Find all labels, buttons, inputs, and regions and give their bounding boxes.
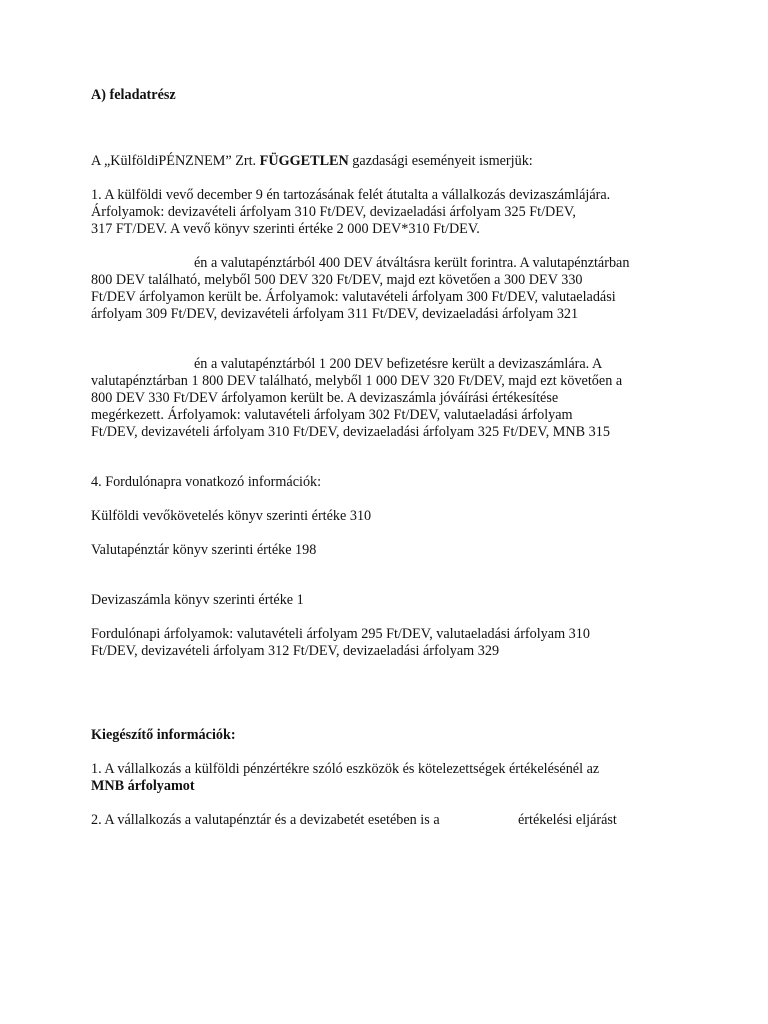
supplementary-title: Kiegészítő információk: xyxy=(91,727,236,743)
closing-rates-line2: Ft/DEV, devizavételi árfolyam 312 Ft/DEV, devizaeladási árfolyam 329 xyxy=(91,643,500,659)
account-book-value: Devizaszámla könyv szerinti értéke 1 xyxy=(91,592,304,608)
item3-line3: 800 DEV 330 Ft/DEV árfolyamon került be. A devizaszámla jóváírási értékesítése xyxy=(91,390,559,406)
intro-bold-word: FÜGGETLEN xyxy=(259,153,349,169)
item2-line2: 800 DEV található, melyből 500 DEV 320 Ft/DEV, majd ezt követően a 300 DEV 330 xyxy=(91,272,583,288)
intro-paragraph xyxy=(91,153,533,170)
item3-line4: megérkezett. Árfolyamok: valutavételi árfolyam 302 Ft/DEV, valutaeladási árfolyam xyxy=(91,407,573,423)
closing-rates-line1: Fordulónapi árfolyamok: valutavételi árfolyam 295 Ft/DEV, valutaeladási árfolyam 310 xyxy=(91,626,590,642)
supplementary-point2-b: értékelési eljárást xyxy=(518,812,617,828)
item3-line5: Ft/DEV, devizavételi árfolyam 310 Ft/DEV, devizaeladási árfolyam 325 Ft/DEV, MNB 315 xyxy=(91,424,610,440)
section-heading: A) feladatrész xyxy=(91,87,176,103)
item4-title: 4. Fordulónapra vonatkozó információk: xyxy=(91,474,322,490)
supplementary-point2-a: 2. A vállalkozás a valutapénztár és a devizabetét esetében is a xyxy=(91,812,440,828)
intro-suffix: gazdasági eseményeit ismerjük: xyxy=(348,153,533,169)
item1-line1: 1. A külföldi vevő december 9 én tartozásának felét átutalta a vállalkozás devizaszámlájára. xyxy=(91,187,611,203)
intro-prefix: A „KülföldiPÉNZNEM” Zrt. xyxy=(91,153,260,169)
item1-line3: 317 FT/DEV. A vevő könyv szerinti értéke 2 000 DEV*310 Ft/DEV. xyxy=(91,221,480,237)
item2-line1: én a valutapénztárból 400 DEV átváltásra került forintra. A valutapénztárban xyxy=(194,255,630,271)
supplementary-point1-bold: MNB árfolyamot xyxy=(91,778,195,794)
item3-line1: én a valutapénztárból 1 200 DEV befizetésre került a devizaszámlára. A xyxy=(194,356,603,372)
item1-line2: Árfolyamok: devizavételi árfolyam 310 Ft/DEV, devizaeladási árfolyam 325 Ft/DEV, xyxy=(91,204,576,220)
item2-line3: Ft/DEV árfolyamon került be. Árfolyamok: valutavételi árfolyam 300 Ft/DEV, valutaeladási xyxy=(91,289,616,305)
cash-book-value: Valutapénztár könyv szerinti értéke 198 xyxy=(91,542,317,558)
receivable-book-value: Külföldi vevőkövetelés könyv szerinti értéke 310 xyxy=(91,508,372,524)
supplementary-point1: 1. A vállalkozás a külföldi pénzértékre szóló eszközök és kötelezettségek értékelésénél az xyxy=(91,761,600,777)
item3-line2: valutapénztárban 1 800 DEV található, melyből 1 000 DEV 320 Ft/DEV, majd ezt követően a xyxy=(91,373,623,389)
item2-line4: árfolyam 309 Ft/DEV, devizavételi árfolyam 311 Ft/DEV, devizaeladási árfolyam 321 xyxy=(91,306,579,322)
